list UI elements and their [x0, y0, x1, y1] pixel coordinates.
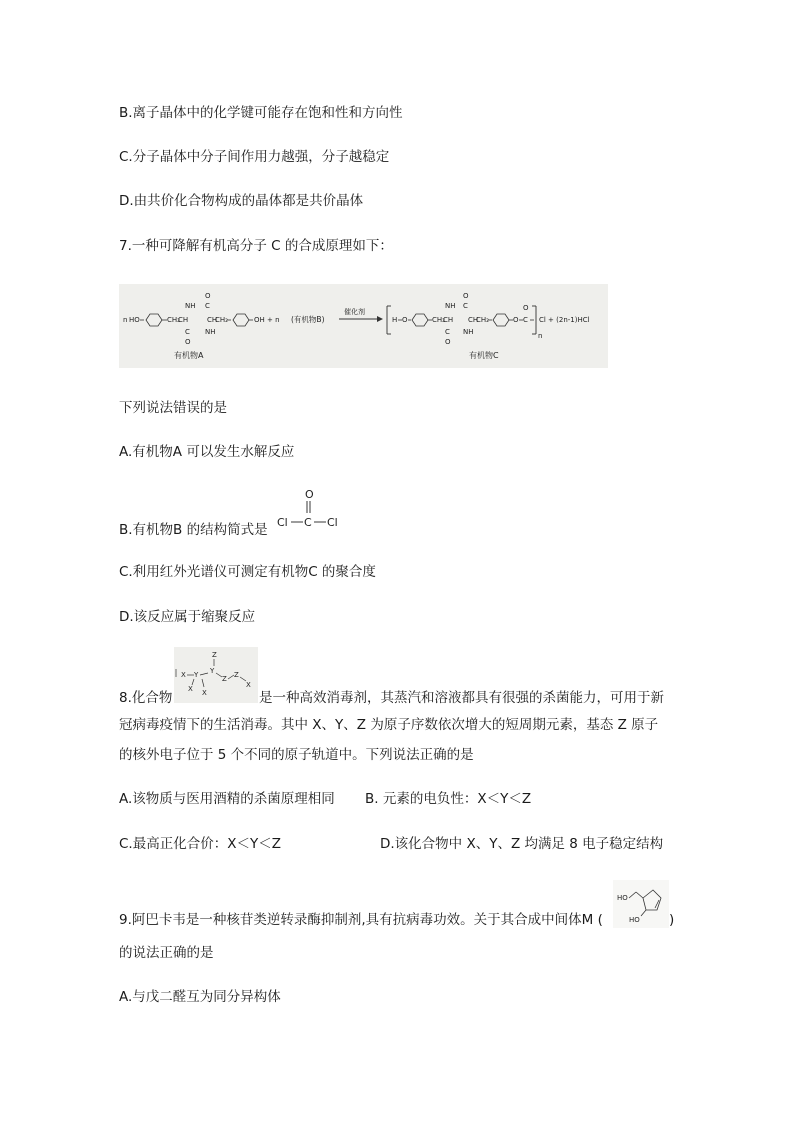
phosgene-c: C — [304, 516, 312, 529]
byproduct: Cl + (2n-1)HCl — [539, 316, 590, 324]
h-end: H — [392, 316, 398, 324]
q8-x-bottom-2: X — [202, 689, 207, 697]
o-c5: O — [523, 304, 529, 312]
benzene-ring-3 — [412, 314, 428, 326]
q7-ask: 下列说法错误的是 — [119, 400, 227, 416]
q8-z-2: Z — [234, 671, 239, 679]
phosgene-cl-right: Cl — [327, 516, 338, 529]
q8-x-right: X — [246, 681, 251, 689]
o-a2: O — [185, 338, 191, 346]
q9-compound-m-structure — [613, 880, 669, 928]
q8-option-a: A.该物质与医用酒精的杀菌原理相同 — [119, 791, 335, 807]
ch-a1: CH — [178, 316, 189, 324]
q9-stem: 9.阿巴卡韦是一种核苷类逆转录酶抑制剂,具有抗病毒功效。关于其合成中间体M ( — [119, 912, 603, 928]
n-subscript: n — [538, 332, 543, 340]
oh-right: OH — [254, 316, 265, 324]
ch2-a1: CH₂ — [167, 316, 180, 324]
compound-a-label: 有机物A — [174, 351, 204, 360]
benzene-ring-2 — [233, 314, 249, 326]
c-a1: C — [205, 302, 210, 310]
q8-z-top: Z — [212, 651, 217, 659]
q7-option-a: A.有机物A 可以发生水解反应 — [119, 444, 295, 460]
phosgene-cl-left: Cl — [277, 516, 288, 529]
ch-c2: CH — [468, 316, 479, 324]
reaction-scheme-drawing — [119, 284, 608, 368]
q7-option-d: D.该反应属于缩聚反应 — [119, 609, 256, 625]
q6-option-c: C.分子晶体中分子间作用力越强，分子越稳定 — [119, 149, 390, 165]
c-c2: C — [445, 328, 450, 336]
phosgene-structure — [276, 486, 346, 538]
q8-compound-structure — [174, 647, 258, 703]
o-c2: O — [463, 292, 469, 300]
ch2-c2: CH₂ — [476, 316, 489, 324]
c-a2: C — [185, 328, 190, 336]
cyclopentene-ring — [643, 890, 661, 910]
c-c3: C — [523, 316, 528, 324]
o-c4: O — [513, 316, 519, 324]
q7-stem: 7.一种可降解有机高分子 C 的合成原理如下： — [119, 238, 393, 254]
q8-z-1: Z — [222, 675, 227, 683]
ch2-a2: CH₂ — [215, 316, 228, 324]
q6-option-d: D.由共价化合物构成的晶体都是共价晶体 — [119, 193, 364, 209]
q8-x-bottom-1: X — [188, 685, 193, 693]
q9-stem-close: ) — [669, 912, 675, 928]
benzene-ring-4 — [493, 314, 509, 326]
q9-structure-drawing — [613, 880, 669, 928]
q9-stem-line2: 的说法正确的是 — [119, 945, 214, 961]
nh-c1: NH — [445, 302, 456, 310]
q8-y-2: Y — [210, 667, 215, 675]
n-prefix: n — [123, 316, 128, 324]
q8-option-c: C.最高正化合价：X＜Y＜Z — [119, 836, 281, 852]
nh-c2: NH — [463, 328, 474, 336]
q9-ho-bottom: HO — [629, 916, 640, 924]
q8-x-left: X — [181, 671, 186, 679]
q8-option-b: B. 元素的电负性：X＜Y＜Z — [365, 791, 532, 807]
q8-structure-drawing — [174, 647, 258, 703]
q7-option-c: C.利用红外光谱仪可测定有机物C 的聚合度 — [119, 564, 376, 580]
catalyst-label: 催化剂 — [344, 308, 365, 316]
plus-n: + n — [267, 316, 280, 324]
o-a1: O — [205, 292, 211, 300]
q8-stem-rest: 是一种高效消毒剂，其蒸汽和溶液都具有很强的杀菌能力，可用于新 — [259, 690, 664, 706]
c-c1: C — [463, 302, 468, 310]
ho-left: HO — [129, 316, 140, 324]
q9-option-a: A.与戊二醛互为同分异构体 — [119, 989, 281, 1005]
q9-ho-top: HO — [617, 894, 628, 902]
nh-a1: NH — [185, 302, 196, 310]
q7-reaction-scheme — [119, 284, 608, 368]
o-c1: O — [402, 316, 408, 324]
q6-option-b: B.离子晶体中的化学键可能存在饱和性和方向性 — [119, 105, 403, 121]
ch-c1: CH — [443, 316, 454, 324]
q8-stem-line2: 冠病毒疫情下的生活消毒。其中 X、Y、Z 为原子序数依次增大的短周期元素，基态 Z 原子 — [119, 717, 659, 733]
q8-option-d: D.该化合物中 X、Y、Z 均满足 8 电子稳定结构 — [380, 836, 664, 852]
q7-option-b: B.有机物B 的结构简式是 — [119, 522, 268, 538]
q8-stem-line3: 的核外电子位于 5 个不同的原子轨道中。下列说法正确的是 — [119, 747, 474, 763]
o-c3: O — [445, 338, 451, 346]
phosgene-o: O — [305, 488, 314, 501]
ch-a2: CH — [207, 316, 218, 324]
compound-c-label: 有机物C — [469, 351, 499, 360]
nh-a2: NH — [205, 328, 216, 336]
compound-b-label: (有机物B) — [291, 315, 325, 324]
q8-stem-prefix: 8.化合物 — [119, 690, 173, 706]
benzene-ring-1 — [146, 314, 162, 326]
ch2-c1: CH₂ — [432, 316, 445, 324]
q8-y-1: Y — [194, 671, 199, 679]
